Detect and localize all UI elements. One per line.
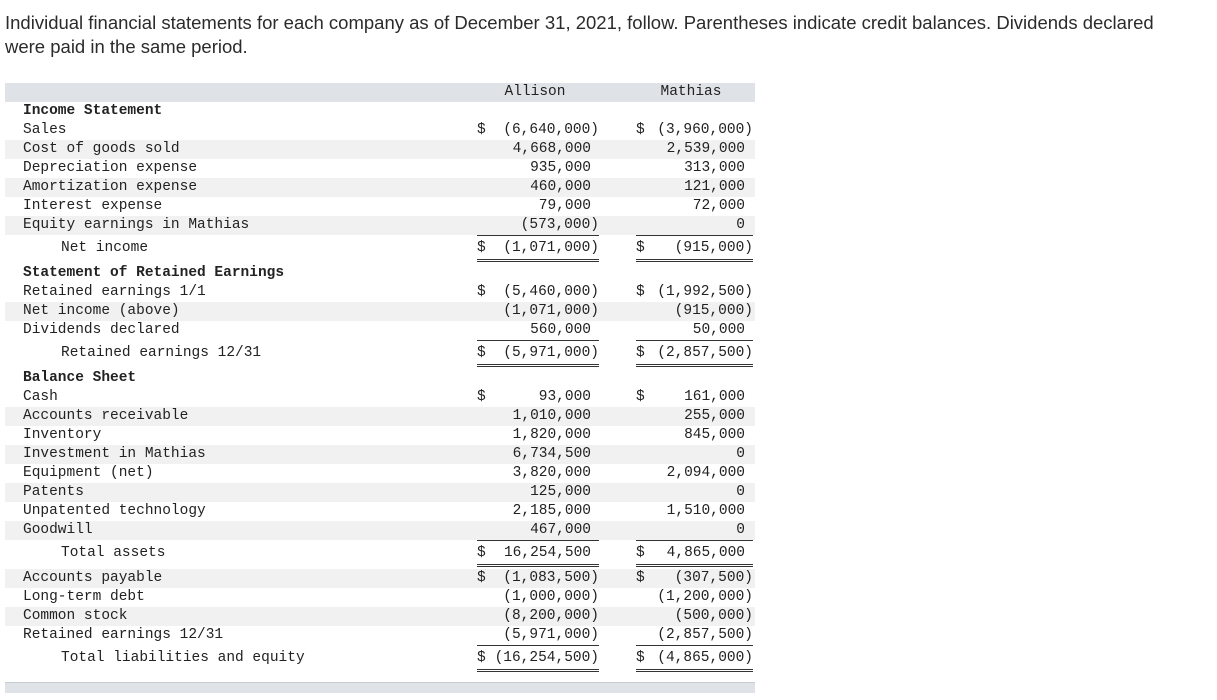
dollar-sign: $ [477,650,486,666]
table-row [5,626,755,645]
allison-value-cell [477,445,599,464]
mathias-value-cell [636,483,753,502]
mathias-value-cell [636,647,753,672]
dollar-sign: $ [636,570,645,586]
amount-value: 255,000 [684,408,745,424]
row-label: Inventory [23,427,102,443]
mathias-value-cell [636,140,753,159]
table-row [5,140,755,159]
row-label: Retained earnings 12/31 [23,627,224,643]
mathias-value-cell [636,302,753,321]
amount-value: 72,000 [692,198,745,214]
allison-value-cell [477,607,599,626]
row-label: Retained earnings 1/1 [23,284,206,300]
amount-value: 0 [736,522,745,538]
allison-value-cell [477,342,599,367]
table-row [5,178,755,197]
amount-value: (1,200,000) [657,589,753,605]
row-label: Amortization expense [23,179,198,195]
amount-value: (16,254,500) [494,650,599,666]
mathias-value-cell [636,178,753,197]
table-row [5,588,755,607]
amount-value: 2,539,000 [666,141,745,157]
table-row [5,197,755,216]
mathias-value-cell [636,542,753,567]
row-label: Sales [23,122,67,138]
mathias-value-cell [636,121,753,140]
amount-value: (1,071,000) [503,303,599,319]
table-row [5,569,755,588]
allison-value-cell [477,626,599,646]
allison-value-cell [477,321,599,341]
amount-value: (5,971,000) [503,345,599,361]
table-row [5,321,755,340]
allison-value-cell [477,588,599,607]
mathias-value-cell [636,426,753,445]
amount-value: 0 [736,217,745,233]
row-label: Long-term debt [23,589,145,605]
amount-value: (915,000) [674,303,753,319]
amount-value: 0 [736,484,745,500]
dollar-sign: $ [636,545,645,561]
table-row [5,464,755,483]
intro-paragraph: Individual financial statements for each company as of December 31, 2021, follow. Parentheses indicate credit balances. Dividends declared were paid in the same period. [5,12,1154,57]
table-row [5,607,755,626]
amount-value: 313,000 [684,160,745,176]
mathias-value-cell [636,237,753,262]
table-row [5,159,755,178]
section-heading: Income Statement [23,103,163,119]
table-row [5,521,755,540]
row-label: Retained earnings 12/31 [61,345,262,361]
amount-value: 1,510,000 [666,503,745,519]
dollar-sign: $ [636,650,645,666]
dollar-sign: $ [477,545,486,561]
amount-value: 1,010,000 [512,408,591,424]
row-label: Interest expense [23,198,163,214]
amount-value: 3,820,000 [512,465,591,481]
allison-value-cell [477,569,599,588]
amount-value: 460,000 [530,179,591,195]
allison-value-cell [477,140,599,159]
mathias-value-cell [636,159,753,178]
mathias-value-cell [636,502,753,521]
section-heading: Balance Sheet [23,370,137,386]
amount-value: (6,640,000) [503,122,599,138]
row-label: Accounts payable [23,570,163,586]
allison-value-cell [477,464,599,483]
amount-value: 2,094,000 [666,465,745,481]
allison-value-cell [477,388,599,407]
amount-value: 467,000 [530,522,591,538]
table-row [5,388,755,407]
allison-value-cell [477,521,599,541]
dollar-sign: $ [477,570,486,586]
row-label: Goodwill [23,522,93,538]
table-header [5,83,755,102]
table-row [5,483,755,502]
amount-value: (3,960,000) [657,122,753,138]
column-header-mathias: Mathias [660,84,722,100]
allison-value-cell [477,426,599,445]
row-label: Total assets [61,545,166,561]
allison-value-cell [477,159,599,178]
allison-value-cell [477,542,599,567]
amount-value: (915,000) [674,240,753,256]
row-label: Common stock [23,608,128,624]
amount-value: 125,000 [530,484,591,500]
amount-value: (1,071,000) [503,240,599,256]
table-row [5,342,755,364]
table-row [5,542,755,564]
row-label: Cost of goods sold [23,141,180,157]
allison-value-cell [477,302,599,321]
table-row [5,445,755,464]
amount-value: (573,000) [520,217,599,233]
row-label: Equipment (net) [23,465,154,481]
amount-value: 1,820,000 [512,427,591,443]
table-row [5,264,755,283]
table-row [5,102,755,121]
dollar-sign: $ [477,122,486,138]
dollar-sign: $ [477,345,486,361]
dollar-sign: $ [636,389,645,405]
row-label: Net income (above) [23,303,180,319]
table-row [5,369,755,388]
row-label: Cash [23,389,58,405]
dollar-sign: $ [636,284,645,300]
row-label: Accounts receivable [23,408,189,424]
mathias-value-cell [636,626,753,646]
mathias-value-cell [636,407,753,426]
mathias-value-cell [636,197,753,216]
row-label: Dividends declared [23,322,180,338]
allison-value-cell [477,216,599,236]
amount-value: (4,865,000) [657,650,753,666]
row-label: Investment in Mathias [23,446,206,462]
amount-value: (1,992,500) [657,284,753,300]
allison-value-cell [477,407,599,426]
row-label: Equity earnings in Mathias [23,217,250,233]
amount-value: 16,254,500 [503,545,591,561]
row-label: Depreciation expense [23,160,198,176]
table-row [5,502,755,521]
mathias-value-cell [636,445,753,464]
amount-value: (8,200,000) [503,608,599,624]
column-header-allison: Allison [504,84,566,100]
table-row [5,302,755,321]
amount-value: 845,000 [684,427,745,443]
allison-value-cell [477,647,599,672]
dollar-sign: $ [477,284,486,300]
amount-value: 50,000 [692,322,745,338]
allison-value-cell [477,237,599,262]
amount-value: (1,083,500) [503,570,599,586]
dollar-sign: $ [636,122,645,138]
table-footer-bar [5,682,755,693]
mathias-value-cell [636,464,753,483]
row-label: Unpatented technology [23,503,206,519]
allison-value-cell [477,197,599,216]
table-row [5,121,755,140]
dollar-sign: $ [636,240,645,256]
amount-value: (307,500) [674,570,753,586]
mathias-value-cell [636,321,753,341]
mathias-value-cell [636,216,753,236]
table-row [5,426,755,445]
financial-statements-table [5,83,755,666]
amount-value: 79,000 [538,198,591,214]
dollar-sign: $ [636,345,645,361]
section-heading: Statement of Retained Earnings [23,265,285,281]
amount-value: 93,000 [538,389,591,405]
amount-value: (1,000,000) [503,589,599,605]
allison-value-cell [477,283,599,302]
amount-value: 0 [736,446,745,462]
amount-value: 4,668,000 [512,141,591,157]
table-row [5,407,755,426]
amount-value: (2,857,500) [657,345,753,361]
amount-value: 6,734,500 [512,446,591,462]
mathias-value-cell [636,569,753,588]
table-row [5,647,755,669]
dollar-sign: $ [477,240,486,256]
mathias-value-cell [636,388,753,407]
amount-value: 560,000 [530,322,591,338]
mathias-value-cell [636,607,753,626]
table-row [5,283,755,302]
amount-value: 2,185,000 [512,503,591,519]
amount-value: 935,000 [530,160,591,176]
row-label: Patents [23,484,84,500]
amount-value: (500,000) [674,608,753,624]
amount-value: 161,000 [684,389,745,405]
row-label: Total liabilities and equity [61,650,305,666]
amount-value: (2,857,500) [657,627,753,643]
table-row [5,216,755,235]
allison-value-cell [477,121,599,140]
amount-value: 4,865,000 [666,545,745,561]
allison-value-cell [477,483,599,502]
mathias-value-cell [636,588,753,607]
amount-value: 121,000 [684,179,745,195]
allison-value-cell [477,502,599,521]
row-label: Net income [61,240,149,256]
amount-value: (5,460,000) [503,284,599,300]
allison-value-cell [477,178,599,197]
mathias-value-cell [636,521,753,541]
amount-value: (5,971,000) [503,627,599,643]
mathias-value-cell [636,283,753,302]
table-row [5,237,755,259]
mathias-value-cell [636,342,753,367]
dollar-sign: $ [477,389,486,405]
